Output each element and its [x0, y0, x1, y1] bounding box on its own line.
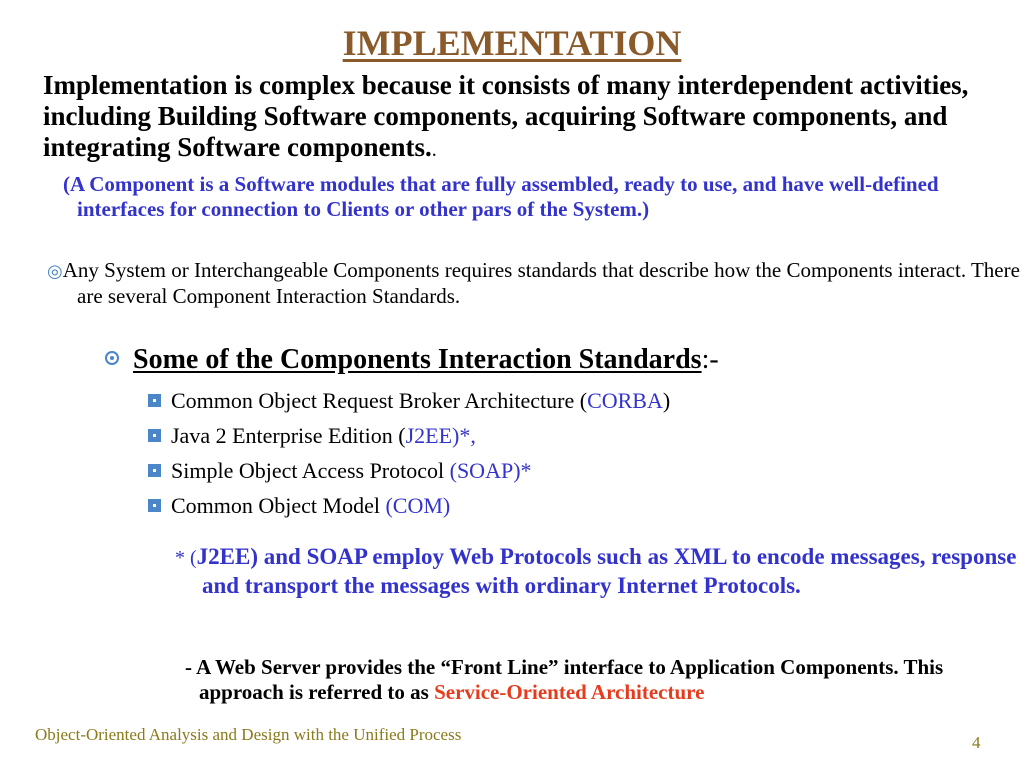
soa-note	[185, 655, 959, 705]
standard-name: Simple Object Access Protocol	[171, 458, 450, 483]
standards-heading	[105, 343, 719, 377]
footer-course-title: Object-Oriented Analysis and Design with the Unified Process	[35, 725, 462, 744]
list-item	[148, 418, 670, 453]
standards-heading-suffix: :-	[701, 344, 719, 375]
list-item	[148, 453, 670, 488]
intro-text: Implementation is complex because it consists of many interdependent activities, including Building Software components, acquiring Software components, and integrating Software components.	[43, 70, 969, 162]
square-bullet-icon	[148, 499, 161, 512]
slide-title: IMPLEMENTATION	[342, 23, 682, 63]
ring-bullet-icon	[105, 351, 119, 365]
standard-abbr: (COM)	[385, 493, 451, 518]
standards-heading-text: Some of the Components Interaction Standards	[133, 344, 702, 375]
square-bullet-icon	[148, 429, 161, 442]
component-definition-note: (A Component is a Software modules that are fully assembled, ready to use, and have well-defined interfaces for connection to Clients or other pars of the System.)	[63, 172, 939, 221]
square-bullet-icon	[148, 394, 161, 407]
standard-name: Common Object Model	[171, 493, 386, 518]
standards-paragraph	[47, 258, 1024, 309]
soa-highlight: Service-Oriented Architecture	[434, 680, 705, 704]
list-item	[148, 383, 670, 418]
intro-paragraph	[43, 70, 1008, 166]
standard-abbr: (SOAP)*	[449, 458, 532, 483]
web-protocols-footnote	[175, 543, 1022, 599]
standards-list	[148, 383, 670, 523]
square-bullet-icon	[148, 464, 161, 477]
intro-trailing: .	[431, 139, 437, 161]
standard-name: Common Object Request Broker Architecture (	[171, 388, 588, 413]
soa-note-text: - A Web Server provides the “Front Line” interface to Application Components. This approach is referred to as	[185, 655, 944, 704]
footnote-text: J2EE) and SOAP employ Web Protocols such as XML to encode messages, response and transport the messages with ordinary Internet Protocols.	[196, 544, 1017, 598]
footnote-star: * (	[175, 547, 197, 569]
list-item	[148, 488, 670, 523]
standards-paragraph-text: Any System or Interchangeable Components requires standards that describe how the Components interact. There are several Component Interaction Standards.	[62, 258, 1020, 308]
double-circle-bullet-icon: ◎	[47, 261, 63, 281]
standard-name: Java 2 Enterprise Edition (	[171, 423, 406, 448]
standard-abbr: J2EE)*,	[405, 423, 476, 448]
page-number: 4	[972, 733, 981, 752]
standard-tail: )	[662, 388, 671, 413]
standard-abbr: CORBA	[587, 388, 663, 413]
